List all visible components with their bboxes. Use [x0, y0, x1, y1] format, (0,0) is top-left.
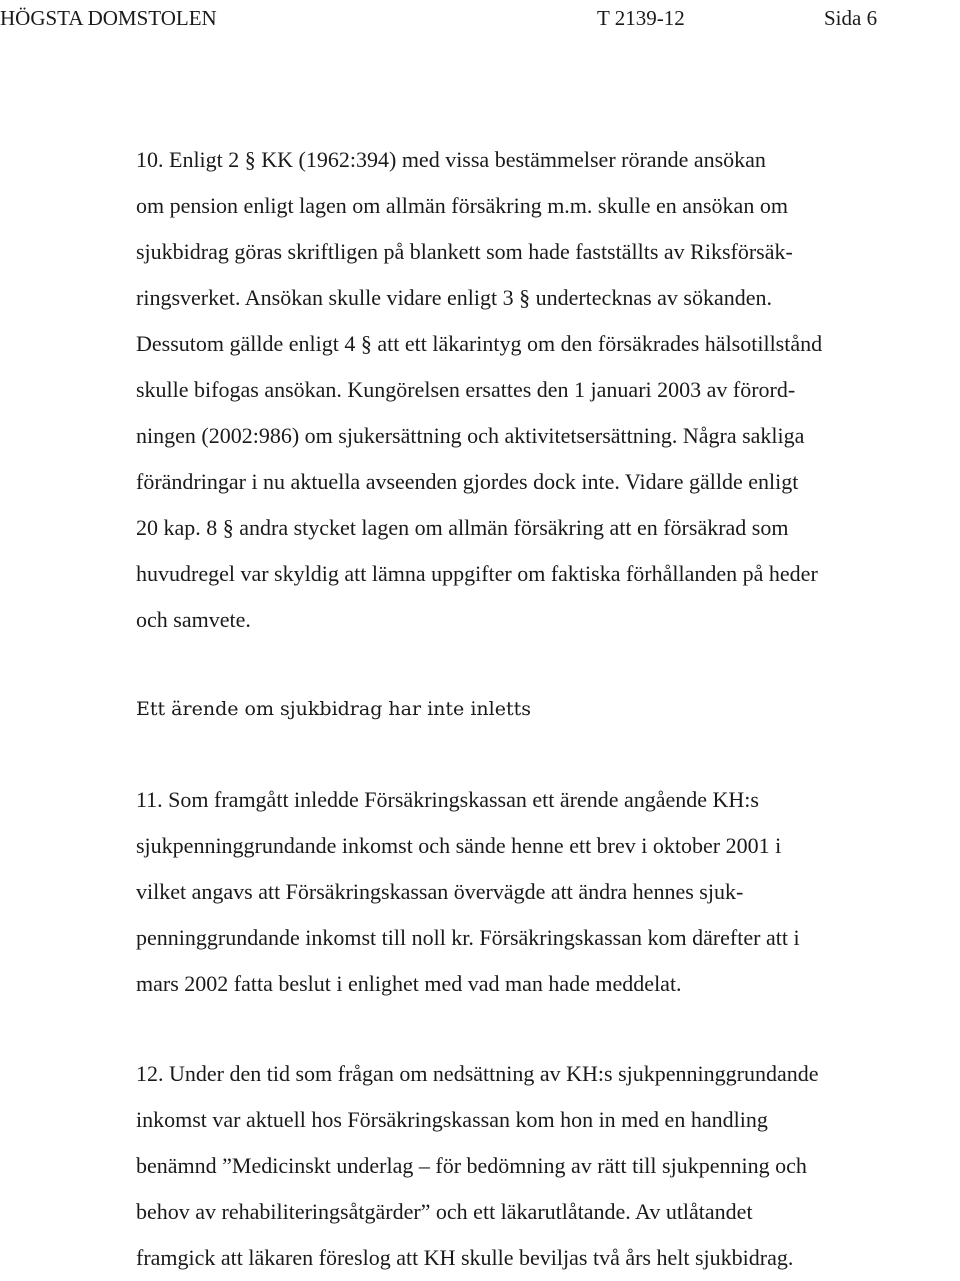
paragraph-line: benämnd ”Medicinskt underlag – för bedömning av rätt till sjukpenning och — [136, 1153, 807, 1178]
paragraph-line: behov av rehabiliteringsåtgärder” och ett läkarutlåtande. Av utlåtandet — [136, 1199, 753, 1224]
page-number: Sida 6 — [824, 6, 878, 30]
paragraph-line: ningen (2002:986) om sjukersättning och aktivitetsersättning. Några sakliga — [136, 423, 805, 448]
paragraph-line: och samvete. — [136, 607, 251, 632]
paragraph-line: 10. Enligt 2 § KK (1962:394) med vissa bestämmelser rörande ansökan — [136, 147, 766, 172]
paragraph-line: ringsverket. Ansökan skulle vidare enligt 3 § undertecknas av sökanden. — [136, 285, 773, 310]
paragraph-line: 20 kap. 8 § andra stycket lagen om allmän försäkring att en försäkrad som — [136, 515, 789, 540]
paragraph-line: 12. Under den tid som frågan om nedsättning av KH:s sjukpenninggrundande — [136, 1061, 819, 1086]
paragraph-line: framgick att läkaren föreslog att KH skulle beviljas två års helt sjukbidrag. — [136, 1245, 794, 1270]
paragraph-line: Dessutom gällde enligt 4 § att ett läkarintyg om den försäkrades hälsotillstånd — [136, 331, 823, 356]
paragraph-line: vilket angavs att Försäkringskassan övervägde att ändra hennes sjuk- — [136, 879, 744, 904]
case-number: T 2139-12 — [597, 6, 685, 30]
paragraph-line: penninggrundande inkomst till noll kr. Försäkringskassan kom därefter att i — [136, 925, 800, 950]
paragraph-line: sjukbidrag göras skriftligen på blankett som hade fastställts av Riksförsäk- — [136, 239, 793, 264]
paragraph-line: sjukpenninggrundande inkomst och sände henne ett brev i oktober 2001 i — [136, 833, 782, 858]
paragraph-line: om pension enligt lagen om allmän försäkring m.m. skulle en ansökan om — [136, 193, 788, 218]
page-header — [0, 6, 960, 32]
paragraph-line: huvudregel var skyldig att lämna uppgifter om faktiska förhållanden på heder — [136, 561, 818, 586]
court-name: HÖGSTA DOMSTOLEN — [0, 6, 217, 30]
paragraph-line: inkomst var aktuell hos Försäkringskassan kom hon in med en handling — [136, 1107, 768, 1132]
paragraph-11 — [136, 777, 956, 1007]
section-heading-block — [136, 686, 956, 732]
paragraph-line: mars 2002 fatta beslut i enlighet med vad man hade meddelat. — [136, 971, 682, 996]
paragraph-10 — [136, 137, 956, 643]
paragraph-line: 11. Som framgått inledde Försäkringskassan ett ärende angående KH:s — [136, 787, 759, 812]
paragraph-line: förändringar i nu aktuella avseenden gjordes dock inte. Vidare gällde enligt — [136, 469, 799, 494]
paragraph-12 — [136, 1051, 956, 1281]
paragraph-line: skulle bifogas ansökan. Kungörelsen ersattes den 1 januari 2003 av förord- — [136, 377, 796, 402]
section-heading: Ett ärende om sjukbidrag har inte inletts — [136, 698, 531, 720]
